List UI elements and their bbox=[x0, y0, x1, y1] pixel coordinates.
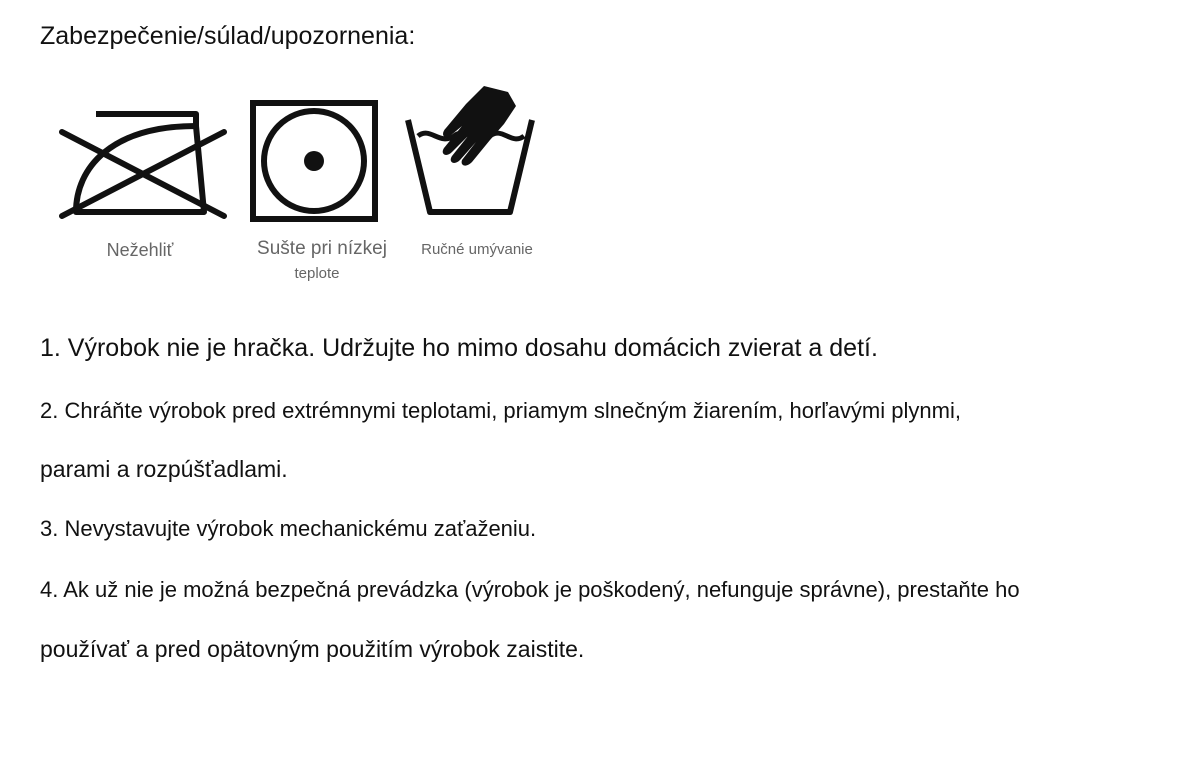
section-heading: Zabezpečenie/súlad/upozornenia: bbox=[40, 22, 416, 50]
tumble-dry-low-icon bbox=[250, 100, 378, 222]
do-not-iron-icon bbox=[56, 108, 228, 222]
hand-wash-icon bbox=[404, 84, 536, 216]
warning-4-line1: 4. Ak už nie je možná bezpečná prevádzka (výrobok je poškodený, nefunguje správne), prestaňte ho bbox=[40, 577, 1020, 602]
tumble-dry-low-label-line2: teplote bbox=[294, 265, 340, 282]
warning-1: 1. Výrobok nie je hračka. Udržujte ho mimo dosahu domácich zvierat a detí. bbox=[40, 334, 878, 362]
warning-2-line2: parami a rozpúšťadlami. bbox=[40, 456, 288, 482]
tumble-dry-low-label-line1: Sušte pri nízkej bbox=[257, 238, 387, 259]
warning-4-line2: používať a pred opätovným použitím výrobok zaistite. bbox=[40, 636, 585, 662]
do-not-iron-label: Nežehliť bbox=[106, 240, 174, 260]
warning-3: 3. Nevystavujte výrobok mechanickému zaťaženiu. bbox=[40, 516, 537, 541]
warning-2-line1: 2. Chráňte výrobok pred extrémnymi teplotami, priamym slnečným žiarením, horľavými plynmi, bbox=[40, 398, 961, 423]
hand-wash-label: Ručné umývanie bbox=[421, 241, 533, 258]
